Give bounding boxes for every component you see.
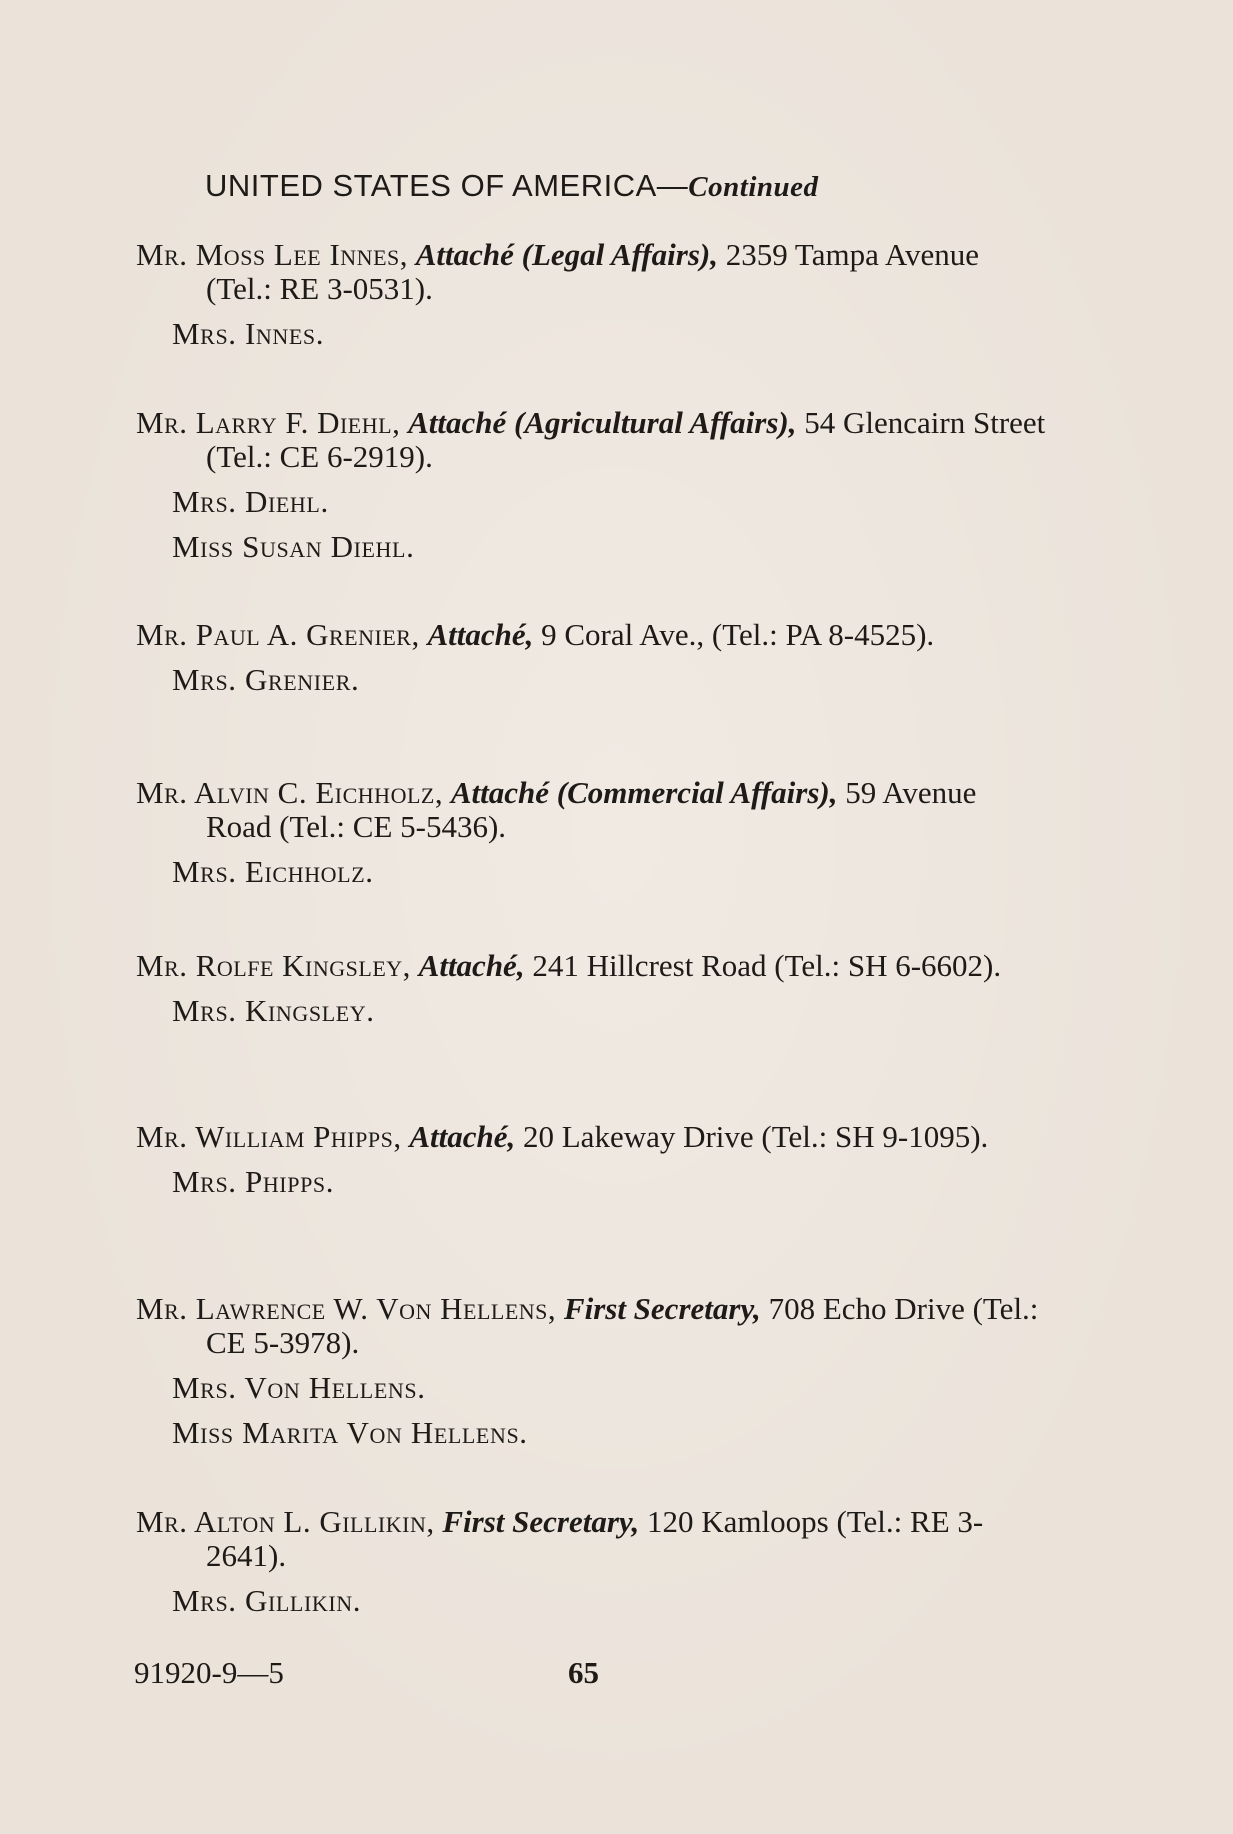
entry-address: 2359 Tampa Avenue (Tel.: RE 3-0531). [206,237,979,306]
page-number: 65 [568,1655,599,1690]
entry-dependent: Mrs. Grenier. [172,662,360,697]
entry-address: 241 Hillcrest Road (Tel.: SH 6-6602). [532,948,1002,983]
entry-name: Mr. Lawrence W. Von Hellens, [136,1291,557,1326]
entry-title: Attaché, [418,948,525,983]
entry-main-line [136,1120,1048,1154]
entry-address: 59 Avenue Road (Tel.: CE 5-5436). [206,775,977,844]
entry-name: Mr. William Phipps, [136,1119,402,1154]
directory-entry [136,949,1048,1028]
header-country: UNITED STATES OF AMERICA— [205,168,689,203]
entry-title: First Secretary, [442,1504,640,1539]
entry-title: Attaché (Agricultural Affairs), [408,405,797,440]
entry-main-line [136,1505,1048,1573]
entry-address: 120 Kamloops (Tel.: RE 3-2641). [206,1504,984,1573]
entry-address: 54 Glencairn Street (Tel.: CE 6-2919). [206,405,1046,474]
directory-entry [136,776,1048,889]
entry-main-line [136,776,1048,844]
page-header [205,168,819,204]
entry-title: First Secretary, [563,1291,761,1326]
entry-title: Attaché, [427,617,534,652]
entry-name: Mr. Rolfe Kingsley, [136,948,411,983]
entry-address: 9 Coral Ave., (Tel.: PA 8-4525). [541,617,935,652]
entry-dependent: Mrs. Von Hellens. [172,1370,426,1405]
directory-entry [136,618,1048,697]
header-continued: Continued [688,171,819,203]
entry-main-line [136,949,1048,983]
entry-title: Attaché, [409,1119,516,1154]
entry-dependent: Mrs. Diehl. [172,484,329,519]
directory-entry [136,406,1048,564]
entry-name: Mr. Alton L. Gillikin, [136,1504,435,1539]
entry-name: Mr. Moss Lee Innes, [136,237,408,272]
entry-main-line [136,1292,1048,1360]
entry-title: Attaché (Legal Affairs), [415,237,718,272]
entry-main-line [136,406,1048,474]
entry-address: 708 Echo Drive (Tel.: CE 5-3978). [206,1291,1039,1360]
entry-dependent: Mrs. Kingsley. [172,993,375,1028]
entry-dependent: Mrs. Innes. [172,316,325,351]
directory-entry [136,1292,1048,1450]
directory-entry [136,1120,1048,1199]
entry-name: Mr. Paul A. Grenier, [136,617,420,652]
directory-entry [136,1505,1048,1618]
entry-address: 20 Lakeway Drive (Tel.: SH 9-1095). [523,1119,989,1154]
entry-title: Attaché (Commercial Affairs), [450,775,838,810]
entry-dependent: Mrs. Gillikin. [172,1583,362,1618]
entry-dependent: Miss Susan Diehl. [172,529,415,564]
entry-dependent: Mrs. Phipps. [172,1164,335,1199]
entry-dependent: Mrs. Eichholz. [172,854,374,889]
entry-main-line [136,618,1048,652]
entry-dependent: Miss Marita Von Hellens. [172,1415,528,1450]
entry-main-line [136,238,1048,306]
directory-entry [136,238,1048,351]
entry-name: Mr. Alvin C. Eichholz, [136,775,444,810]
print-code: 91920-9—5 [134,1655,284,1690]
entry-name: Mr. Larry F. Diehl, [136,405,401,440]
